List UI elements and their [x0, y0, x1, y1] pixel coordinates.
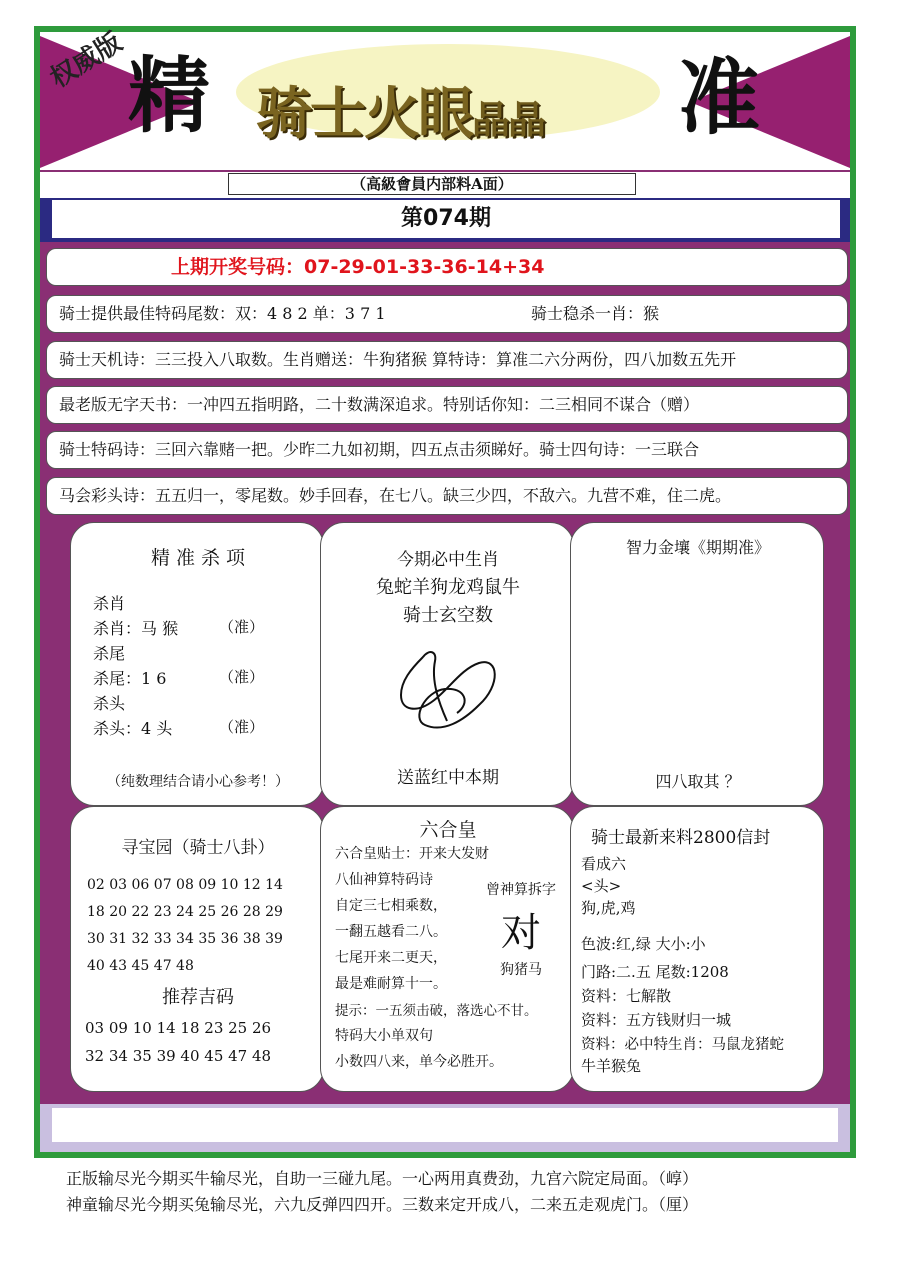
letters-line: 门路:二.五 尾数:1208	[581, 963, 729, 981]
zodiac-list: 兔蛇羊狗龙鸡鼠牛	[376, 577, 520, 598]
split-char: 对	[501, 910, 541, 956]
bottom-verse-1: 正版输尽光今期买牛输尽光，自助一三碰九尾。一心两用真费劲，九宫六院定局面。（崞）	[66, 1169, 699, 1188]
kill-tail-tag: （准）	[219, 668, 265, 686]
lhh-line: 最是难耐算十一。	[335, 976, 447, 992]
letters-title: 骑士最新来料2800信封	[591, 828, 771, 848]
kill-zodiac-text: 骑士稳杀一肖：猴	[531, 304, 660, 323]
poem-row-4: 马会彩头诗：五五归一，零尾数。妙手回春，在七八。缺三少四，不敌六。九营不难，住二虎。	[46, 477, 848, 515]
recommended-title: 推荐吉码	[162, 987, 234, 1008]
title-char-left: 精	[128, 49, 211, 144]
recommended-row: 03 09 10 14 18 23 25 26	[85, 1019, 272, 1037]
treasure-grid-row: 02 03 06 07 08 09 10 12 14	[87, 877, 283, 893]
letters-line: 资料：必中特生肖：马鼠龙猪蛇	[581, 1037, 784, 1053]
liuhehuang-title: 六合皇	[419, 819, 477, 841]
kill-tail-label: 杀尾	[93, 644, 126, 663]
poem-row-2: 最老版无字天书：一冲四五指明路，二十数满深追求。特别话你知：二三相同不谋合（赠）	[46, 386, 848, 424]
treasure-panel	[70, 806, 324, 1092]
issue-number: 第074期	[52, 200, 840, 238]
kill-head-value: 杀头：4 头	[93, 719, 173, 738]
mystic-number-label	[321, 601, 575, 627]
mystic-number-text: 骑士玄空数	[403, 605, 493, 626]
zodiac-panel	[320, 522, 574, 806]
brand-small: 晶晶	[472, 97, 545, 142]
wisdom-panel	[570, 522, 824, 806]
letters-line: <头>	[581, 877, 622, 895]
kill-panel-note: （纯数理结合请小心参考！）	[107, 774, 289, 790]
lhh-line: 小数四八来，单今必胜开。	[335, 1054, 503, 1070]
letters-line: 牛羊猴兔	[581, 1057, 642, 1075]
letters-line: 色波:红,绿 大小:小	[581, 935, 706, 953]
kill-panel-title: 精 准 杀 项	[150, 547, 246, 569]
kill-head-label: 杀头	[93, 694, 126, 713]
lhh-line: 特码大小单双句	[335, 1028, 433, 1044]
split-char-title: 曾神算拆字	[486, 882, 556, 898]
poem-row-1: 骑士天机诗：三三投入八取数。生肖赠送：牛狗猪猴 算特诗：算准二六分两份，四八加数五先开	[46, 341, 848, 379]
treasure-grid-row: 30 31 32 33 34 35 36 38 39	[87, 931, 283, 947]
treasure-grid-row: 40 43 45 47 48	[87, 958, 194, 974]
treasure-grid-row: 18 20 22 23 24 25 26 28 29	[87, 904, 283, 920]
wisdom-title: 智力金壤《期期准》	[625, 538, 770, 557]
letters-line: 资料：七解散	[581, 987, 672, 1005]
brand-main: 骑士火眼	[256, 81, 472, 147]
tail-number-row	[46, 295, 848, 333]
lhh-line: 自定三七相乘数，	[335, 898, 447, 914]
footer-box	[52, 1108, 838, 1142]
lhh-line: 提示：一五须击破，落选心不甘。	[335, 1003, 538, 1019]
kill-tail-value: 杀尾：1 6	[93, 669, 167, 688]
bottom-verse-2: 神童输尽光今期买兔输尽光，六九反弹四四开。三数来定开成八，二来五走观虎门。（厘）	[66, 1195, 699, 1214]
lhh-line: 六合皇贴士：开来大发财	[335, 846, 489, 862]
zodiac-bottom-text: 送蓝红中本期	[397, 768, 499, 788]
split-char-note: 狗猪马	[500, 962, 542, 978]
handwritten-scribble	[383, 641, 513, 741]
treasure-title: 寻宝园（骑士八卦）	[121, 838, 275, 858]
letters-line: 资料：五方钱财归一城	[581, 1011, 732, 1029]
kill-zodiac-label: 杀肖	[93, 594, 126, 613]
brand-title	[256, 70, 544, 150]
kill-zodiac-tag: （准）	[219, 618, 265, 636]
letters-line: 狗,虎,鸡	[581, 899, 636, 917]
edition-badge: 权威版	[45, 27, 128, 95]
liuhehuang-panel	[320, 806, 574, 1092]
lhh-line: 八仙神算特码诗	[335, 872, 433, 888]
last-draw-row: 上期开奖号码：07-29-01-33-36-14+34	[46, 248, 848, 286]
poem-row-3: 骑士特码诗：三回六靠赌一把。少昨二九如初期，四五点击须睇好。骑士四句诗：一三联合	[46, 431, 848, 469]
tail-number-text: 骑士提供最佳特码尾数：双：4 8 2 单：3 7 1	[59, 304, 386, 323]
kill-head-tag: （准）	[219, 718, 265, 736]
letters-line: 看成六	[581, 855, 627, 873]
subtitle: （高級會員内部料A面）	[228, 173, 636, 195]
letters-panel	[570, 806, 824, 1092]
wisdom-bottom: 四八取其 ？	[655, 772, 741, 791]
lhh-line: 一翻五越看二八。	[335, 924, 447, 940]
title-char-right: 准	[678, 51, 761, 146]
kill-zodiac-value: 杀肖：马 猴	[93, 619, 179, 638]
kill-items-panel	[70, 522, 324, 806]
lhh-line: 七尾开来二更天，	[335, 950, 447, 966]
recommended-row: 32 34 35 39 40 45 47 48	[85, 1047, 272, 1065]
zodiac-heading: 今期必中生肖	[397, 550, 499, 570]
